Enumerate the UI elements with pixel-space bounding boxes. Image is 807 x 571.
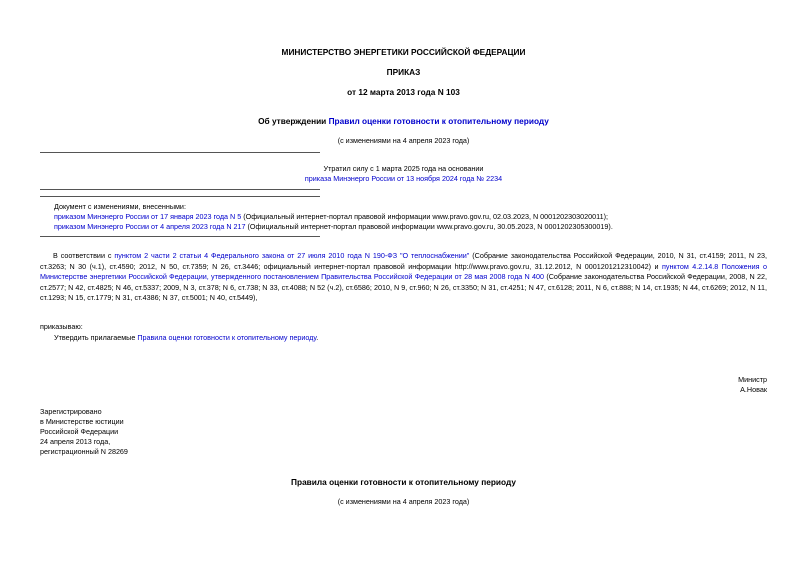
rules-link[interactable]: Правил оценки готовности к отопительному периоду bbox=[328, 116, 549, 126]
preamble-paragraph bbox=[40, 251, 767, 304]
changes-heading: Документ с изменениями, внесенными: bbox=[54, 202, 186, 211]
order-verb: приказываю: bbox=[40, 322, 83, 331]
amendment-note: (с изменениями на 4 апреля 2023 года) bbox=[337, 136, 470, 145]
approve-text: Утвердить прилагаемые bbox=[54, 333, 138, 342]
preamble-text: (Собрание законодательства Российской Федерации, 2010, N 31, ст.4159; 2011, N 23, ст.3263; N 30 (ч.1), ст.4590; 2012, N 50, ст.7359; N 26, ст.3446; официальный интернет-портал правовой информации http://www.pravo.gov.ru, 31.12.2012, N 0001201212310042) и bbox=[40, 251, 768, 271]
preamble-text: (Собрание законодательства Российской Федерации, 2008, N 22, ст.2577; N 42, ст.4825; N 46, ст.5337; 2009, N 3, ст.378; N 6, ст.738; N 33, ст.4088; N 52 (ч.2), ст.6586; 2010, N 9, ст.960; N 26, ст.3350; N 31, ст.4251; N 47, ст.6128; 2011, N 6, ст.888; N 14, ст.1935; N 44, ст.6269; 2012, N 11, ст.1293; N 15, ст.1779; N 31, ст.4386; N 37, ст.5001; N 40, ст.5449), bbox=[40, 272, 767, 303]
divider bbox=[40, 236, 320, 237]
registration-line: Российской Федерации bbox=[40, 427, 119, 436]
preamble-text: В соответствии с bbox=[53, 251, 115, 260]
signature-position: Министр bbox=[738, 375, 767, 384]
divider bbox=[40, 152, 320, 153]
status-text: Утратил силу с 1 марта 2025 года на основании bbox=[323, 164, 484, 173]
change-item bbox=[54, 212, 608, 222]
doc-type: ПРИКАЗ bbox=[386, 67, 421, 77]
divider bbox=[40, 189, 320, 190]
regulation-link[interactable]: пунктом 4.2.14.8 Положения о Министерстве энергетики Российской Федерации, утвержденного постановлением Правительства Российской Федерации от 28 мая 2008 года N 400 bbox=[40, 261, 767, 282]
law-link[interactable]: пунктом 2 части 2 статьи 4 Федерального закона от 27 июля 2010 года N 190-ФЗ "О теплоснабжении" bbox=[114, 251, 470, 260]
divider bbox=[40, 196, 320, 197]
date-number: от 12 марта 2013 года N 103 bbox=[347, 87, 460, 97]
registration-line: в Министерстве юстиции bbox=[40, 417, 124, 426]
registration-line: регистрационный N 28269 bbox=[40, 447, 128, 456]
approved-rules-link[interactable]: Правила оценки готовности к отопительному периоду bbox=[137, 333, 317, 342]
change-link[interactable]: приказом Минэнерго России от 17 января 2023 года N 5 bbox=[54, 212, 242, 221]
rules-amendment-note: (с изменениями на 4 апреля 2023 года) bbox=[337, 497, 470, 506]
approve-end: . bbox=[316, 333, 319, 342]
page-title bbox=[0, 116, 807, 127]
change-details: (Официальный интернет-портал правовой информации www.pravo.gov.ru, 02.03.2023, N 0001202303020011); bbox=[241, 212, 608, 221]
rules-title: Правила оценки готовности к отопительному периоду bbox=[291, 477, 516, 487]
registration-line: 24 апреля 2013 года, bbox=[40, 437, 111, 446]
registration-line: Зарегистрировано bbox=[40, 407, 102, 416]
ministry-heading: МИНИСТЕРСТВО ЭНЕРГЕТИКИ РОССИЙСКОЙ ФЕДЕРАЦИИ bbox=[281, 47, 526, 57]
status-link-wrap bbox=[0, 174, 807, 184]
change-link[interactable]: приказом Минэнерго России от 4 апреля 2023 года N 217 bbox=[54, 222, 246, 231]
change-item bbox=[54, 222, 613, 232]
repeal-order-link[interactable]: приказа Минэнерго России от 13 ноября 2024 года № 2234 bbox=[304, 174, 503, 183]
approve-line bbox=[54, 333, 318, 343]
change-details: (Официальный интернет-портал правовой информации www.pravo.gov.ru, 30.05.2023, N 0001202305300019). bbox=[245, 222, 613, 231]
signature-name: А.Новак bbox=[740, 385, 767, 394]
title-prefix: Об утверждении bbox=[258, 116, 329, 126]
